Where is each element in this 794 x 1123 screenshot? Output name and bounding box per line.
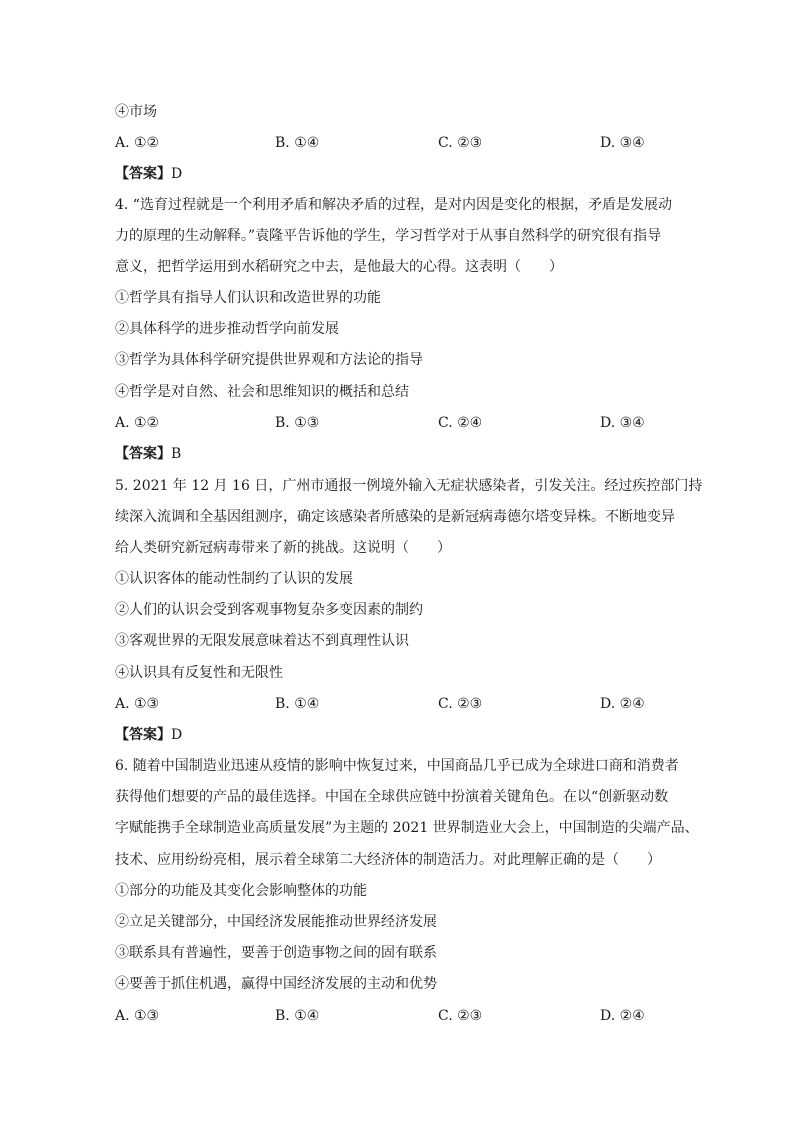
choice-item: ①部分的功能及其变化会影响整体的功能 — [115, 883, 367, 899]
option-b: B. ①④ — [275, 696, 320, 712]
choice-item: ②人们的认识会受到客观事物复杂多变因素的制约 — [115, 602, 423, 618]
question-text: 力的原理的生动解释。”袁隆平告诉他的学生，学习哲学对于从事自然科学的研究很有指导 — [115, 228, 662, 244]
question-text: 6. 随着中国制造业迅速从疫情的影响中恢复过来，中国商品几乎已成为全球进口商和消费者 — [115, 758, 679, 774]
option-d: D. ③④ — [600, 415, 645, 431]
answer-line — [115, 444, 181, 464]
option-b: B. ①③ — [275, 415, 320, 431]
question-text: 字赋能携手全球制造业高质量发展”为主题的 2021 世界制造业大会上，中国制造的尖端产品、 — [115, 820, 699, 836]
option-d: D. ②④ — [600, 1008, 645, 1024]
option-a: A. ①② — [115, 415, 160, 431]
question-text: 5. 2021 年 12 月 16 日，广州市通报一例境外输入无症状感染者，引发关注。经过疾控部门持 — [115, 478, 703, 494]
answer-tag: 【答案】 — [115, 446, 171, 462]
choice-item: ①哲学具有指导人们认识和改造世界的功能 — [115, 290, 381, 306]
question-text: 技术、应用纷纷亮相，展示着全球第二大经济体的制造活力。对此理解正确的是（ ） — [115, 852, 661, 868]
choice-item: ④市场 — [115, 104, 157, 120]
options-row — [115, 133, 655, 153]
choice-item: ④哲学是对自然、社会和思维知识的概括和总结 — [115, 384, 409, 400]
choice-item: ③联系具有普遍性，要善于创造事物之间的固有联系 — [115, 945, 437, 961]
option-b: B. ①④ — [275, 1008, 320, 1024]
option-a: A. ①③ — [115, 696, 160, 712]
options-row — [115, 413, 655, 433]
option-b: B. ①④ — [275, 135, 320, 151]
option-c: C. ②③ — [438, 696, 483, 712]
answer-value: D — [171, 727, 183, 743]
options-row — [115, 1006, 655, 1026]
question-text: 意义，把哲学运用到水稻研究之中去，是他最大的心得。这表明（ ） — [115, 259, 563, 275]
option-a: A. ①③ — [115, 1008, 160, 1024]
choice-item: ④认识具有反复性和无限性 — [115, 665, 283, 681]
option-c: C. ②③ — [438, 135, 483, 151]
option-c: C. ②④ — [438, 415, 483, 431]
choice-item: ③客观世界的无限发展意味着达不到真理性认识 — [115, 633, 409, 649]
question-text: 给人类研究新冠病毒带来了新的挑战。这说明（ ） — [115, 540, 451, 556]
question-text: 4. “选育过程就是一个利用矛盾和解决矛盾的过程，是对内因是变化的根据，矛盾是发展动 — [115, 197, 672, 213]
answer-tag: 【答案】 — [115, 166, 171, 182]
options-row — [115, 694, 655, 714]
question-text: 续深入流调和全基因组测序，确定该感染者所感染的是新冠病毒德尔塔变异株。不断地变异 — [115, 509, 675, 525]
answer-value: B — [171, 446, 182, 462]
answer-value: D — [171, 166, 183, 182]
option-d: D. ③④ — [600, 135, 645, 151]
answer-line — [115, 164, 182, 184]
choice-item: ④要善于抓住机遇，赢得中国经济发展的主动和优势 — [115, 976, 437, 992]
choice-item: ②立足关键部分，中国经济发展能推动世界经济发展 — [115, 914, 437, 930]
question-text: 获得他们想要的产品的最佳选择。中国在全球供应链中扮演着关键角色。在以“创新驱动数 — [115, 789, 669, 805]
choice-item: ②具体科学的进步推动哲学向前发展 — [115, 321, 339, 337]
choice-item: ③哲学为具体科学研究提供世界观和方法论的指导 — [115, 352, 423, 368]
option-a: A. ①② — [115, 135, 160, 151]
option-c: C. ②③ — [438, 1008, 483, 1024]
answer-tag: 【答案】 — [115, 727, 171, 743]
choice-item: ①认识客体的能动性制约了认识的发展 — [115, 571, 353, 587]
option-d: D. ②④ — [600, 696, 645, 712]
answer-line — [115, 725, 182, 745]
